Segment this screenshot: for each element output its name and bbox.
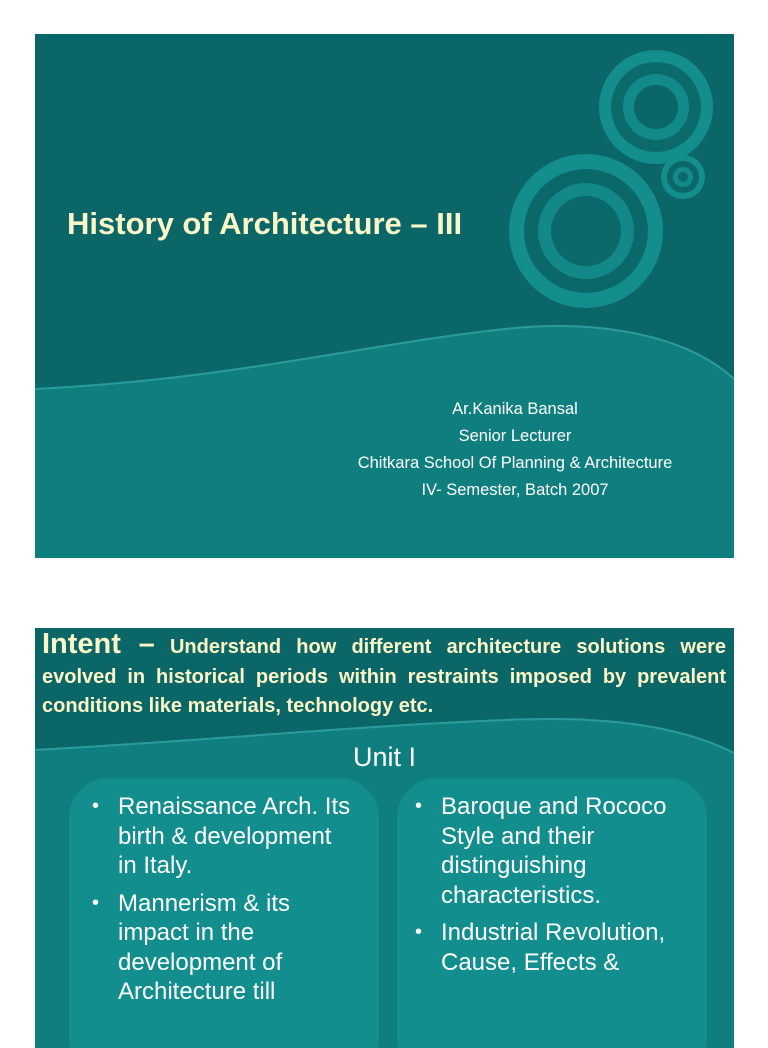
list-item [88, 792, 353, 881]
bullet-icon: • [92, 891, 100, 914]
bullet-icon: • [92, 795, 100, 817]
list-item [411, 918, 711, 977]
presenter-name: Ar.Kanika Bansal [452, 400, 578, 418]
presenter-credits [315, 396, 715, 504]
intent-label: Intent – [42, 628, 155, 660]
bullet-icon: • [415, 795, 423, 817]
intent-statement [42, 630, 726, 722]
slide-title: History of Architecture – III [67, 206, 463, 241]
ring-decoration-small [661, 155, 705, 199]
ring-decoration-medium [509, 154, 663, 308]
list-item-text: Baroque and Rococo Style and their distinguishing characteristics. [441, 793, 667, 909]
presenter-semester: IV- Semester, Batch 2007 [421, 481, 609, 499]
intent-slide [35, 628, 734, 1048]
unit-title: Unit I [352, 742, 417, 772]
list-item-text: Industrial Revolution, Cause, Effects & [441, 919, 666, 976]
intent-text: Understand how different architecture solutions were evolved in historical periods within restraints imposed by prevalent conditions like materials, technology etc. [42, 636, 726, 717]
title-slide [35, 34, 734, 558]
right-topic-list [411, 792, 711, 985]
list-item [411, 792, 711, 910]
list-item-text: Renaissance Arch. Its birth & development in Italy. [118, 793, 351, 879]
list-item-text: Mannerism & its impact in the development of Architecture till [118, 889, 291, 1005]
bullet-icon: • [415, 921, 423, 943]
list-item [88, 889, 353, 1007]
ring-decoration-large [599, 50, 713, 164]
left-topic-list [88, 792, 353, 1015]
presenter-institution: Chitkara School Of Planning & Architecture [357, 454, 673, 472]
presenter-position: Senior Lecturer [458, 427, 572, 445]
